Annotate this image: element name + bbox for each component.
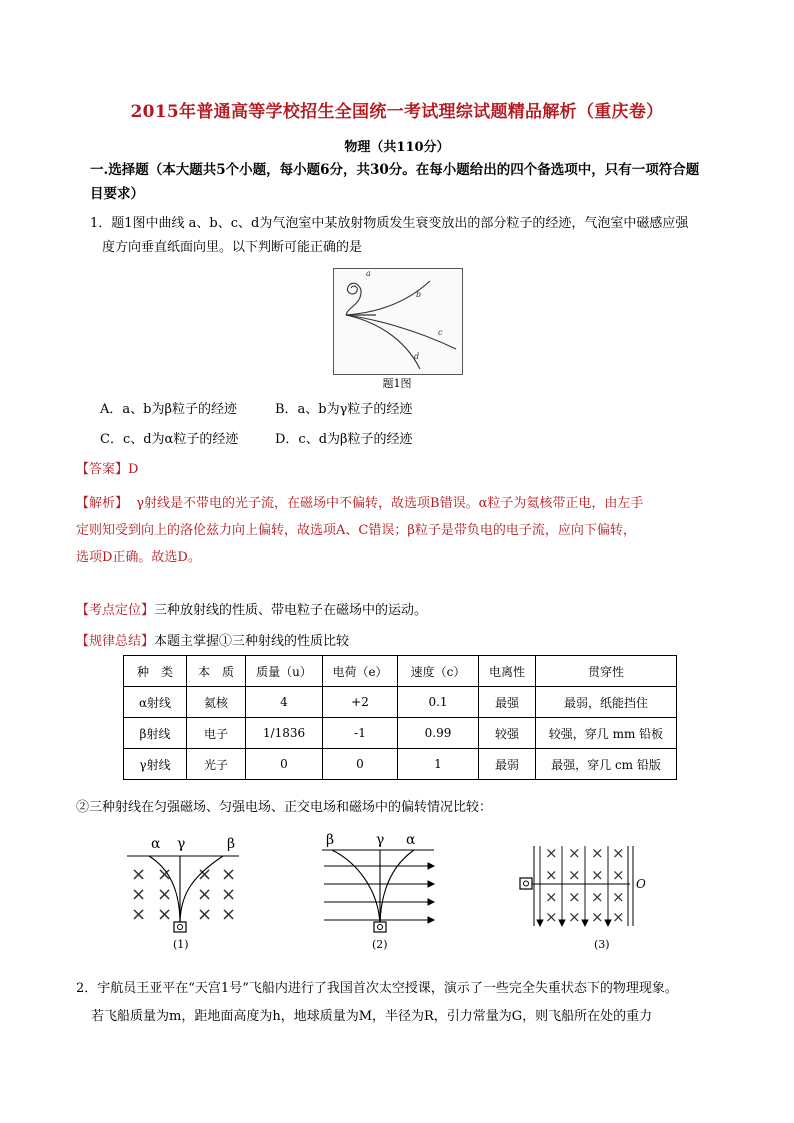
svg-text:×: × (197, 864, 213, 885)
svg-text:×: × (131, 864, 147, 885)
svg-text:×: × (197, 884, 213, 905)
table-cell: 最强 (479, 687, 536, 718)
table-cell: 0 (323, 749, 398, 780)
table-header-cell: 电荷（e） (323, 656, 398, 687)
table-header-cell: 种 类 (124, 656, 187, 687)
svg-text:×: × (568, 908, 581, 926)
svg-text:×: × (545, 844, 558, 862)
diagram-3-caption: (3) (594, 938, 610, 951)
svg-text:×: × (545, 908, 558, 926)
diagram-2-svg (318, 828, 438, 956)
figure-1-tracks (334, 269, 462, 374)
diagram-3 (514, 828, 664, 956)
table-cell: 1 (398, 749, 479, 780)
diagram-2-label: β (326, 832, 335, 848)
svg-text:×: × (131, 884, 147, 905)
table-header-cell: 速度（c） (398, 656, 479, 687)
diagram-1 (123, 828, 243, 956)
table-cell: β射线 (124, 718, 187, 749)
figure-1-label-b: b (416, 290, 422, 299)
diagram-2 (318, 828, 438, 956)
diagram-3-svg (514, 828, 664, 956)
option-b: B．a、b为γ粒子的经迹 (275, 402, 413, 417)
table-cell: γ射线 (124, 749, 187, 780)
svg-text:×: × (591, 844, 604, 862)
figure-1-label-c: c (438, 328, 443, 337)
option-c: C．c、d为α粒子的经迹 (100, 432, 239, 447)
table-row (124, 749, 677, 780)
table-cell: 最弱 (479, 749, 536, 780)
figure-1 (333, 268, 463, 375)
answer-value: D (128, 462, 139, 477)
table-cell: 氦核 (187, 687, 246, 718)
table-cell: α射线 (124, 687, 187, 718)
answer-label: 【答案】 (76, 462, 129, 477)
question-2-line-2: 若飞船质量为m，距地面高度为h，地球质量为M，半径为R，引力常量为G，则飞船所在处的重力 (91, 1009, 653, 1024)
table-row (124, 718, 677, 749)
svg-text:×: × (221, 884, 237, 905)
svg-text:×: × (197, 904, 213, 925)
svg-text:×: × (157, 904, 173, 925)
table-cell: 0 (246, 749, 323, 780)
table-cell: 较强 (479, 718, 536, 749)
table-row (124, 687, 677, 718)
figure-1-label-d: d (414, 352, 420, 361)
diagram-1-svg (123, 828, 243, 956)
table-cell: 0.1 (398, 687, 479, 718)
svg-text:×: × (612, 888, 625, 906)
table-cell: +2 (323, 687, 398, 718)
guilv-text: 本题主掌握①三种射线的性质比较 (154, 634, 350, 649)
table-header-cell: 质量（u） (246, 656, 323, 687)
svg-text:×: × (612, 866, 625, 884)
svg-text:×: × (568, 888, 581, 906)
section-heading (90, 158, 726, 206)
svg-text:×: × (612, 908, 625, 926)
svg-text:×: × (131, 904, 147, 925)
table-cell: -1 (323, 718, 398, 749)
kaodian (76, 599, 427, 618)
table-cell: 最强，穿几 cm 铅版 (536, 749, 677, 780)
kaodian-label: 【考点定位】 (76, 603, 155, 618)
table-header-cell: 本 质 (187, 656, 246, 687)
explanation-line-2: 定则知受到向上的洛伦兹力向上偏转，故选项A、C错误；β粒子是带负电的电子流，应向下偏转， (76, 523, 636, 538)
question-2-stem (76, 975, 730, 1031)
explanation (76, 490, 718, 571)
option-d: D．c、d为β粒子的经迹 (275, 432, 413, 447)
page-subtitle: 物理（共110分） (344, 140, 450, 155)
svg-text:×: × (545, 866, 558, 884)
rays-table (123, 655, 677, 780)
explanation-line-3: 选项D正确。故选D。 (76, 550, 201, 565)
table-header-cell: 贯穿性 (536, 656, 677, 687)
diagram-2-label: γ (376, 832, 385, 848)
diagram-2-caption: (2) (372, 938, 388, 951)
svg-text:×: × (221, 904, 237, 925)
svg-text:×: × (591, 888, 604, 906)
compare-text: ②三种射线在匀强磁场、匀强电场、正交电场和磁场中的偏转情况比较： (76, 800, 493, 815)
diagram-1-label: β (227, 836, 236, 852)
guilv (76, 630, 349, 649)
guilv-label: 【规律总结】 (76, 634, 155, 649)
section-line-1: 一.选择题（本大题共5个小题，每小题6分，共30分。在每小题给出的四个备选项中，只有一项符合题 (90, 162, 700, 178)
table-cell: 光子 (187, 749, 246, 780)
table-cell: 1/1836 (246, 718, 323, 749)
figure-1-label-a: a (366, 269, 371, 278)
table-cell: 较强，穿几 mm 铅板 (536, 718, 677, 749)
diagram-1-label: α (151, 836, 161, 852)
svg-text:×: × (157, 864, 173, 885)
table-header-row (124, 656, 677, 687)
question-1-line-2: 度方向垂直纸面向里。以下判断可能正确的是 (102, 240, 363, 255)
table-cell: 最弱，纸能挡住 (536, 687, 677, 718)
svg-text:×: × (612, 844, 625, 862)
svg-text:×: × (568, 844, 581, 862)
table-cell: 0.99 (398, 718, 479, 749)
table-cell: 4 (246, 687, 323, 718)
svg-text:×: × (591, 908, 604, 926)
section-line-2: 目要求） (90, 186, 144, 202)
svg-text:×: × (157, 884, 173, 905)
diagram-1-caption: (1) (173, 938, 189, 951)
table-cell: 电子 (187, 718, 246, 749)
kaodian-text: 三种放射线的性质、带电粒子在磁场中的运动。 (154, 603, 428, 618)
table-header-cell: 电离性 (479, 656, 536, 687)
option-a: A．a、b为β粒子的经迹 (100, 402, 237, 417)
diagram-3-label-o: O (636, 877, 646, 891)
question-2-line-1: 2．宇航员王亚平在“天宫1号”飞船内进行了我国首次太空授课，演示了一些完全失重状态下的物理现象。 (76, 981, 678, 996)
diagram-1-label: γ (177, 836, 186, 852)
svg-text:×: × (591, 866, 604, 884)
explanation-line-1: γ射线是不带电的光子流，在磁场中不偏转，故选项B错误。α粒子为氦核带正电，由左手 (136, 496, 644, 511)
svg-text:×: × (568, 866, 581, 884)
question-1-stem (90, 212, 730, 260)
figure-1-caption: 题1图 (382, 377, 412, 390)
question-1-line-1: 1．题1图中曲线 a、b、c、d为气泡室中某放射物质发生衰变放出的部分粒子的经迹，气泡室中磁感应强 (90, 216, 689, 231)
explanation-label: 【解析】 (76, 496, 129, 511)
svg-text:×: × (221, 864, 237, 885)
diagram-2-label: α (406, 832, 416, 848)
svg-text:×: × (545, 888, 558, 906)
answer (76, 458, 138, 477)
page-title: 2015年普通高等学校招生全国统一考试理综试题精品解析（重庆卷） (130, 102, 664, 122)
